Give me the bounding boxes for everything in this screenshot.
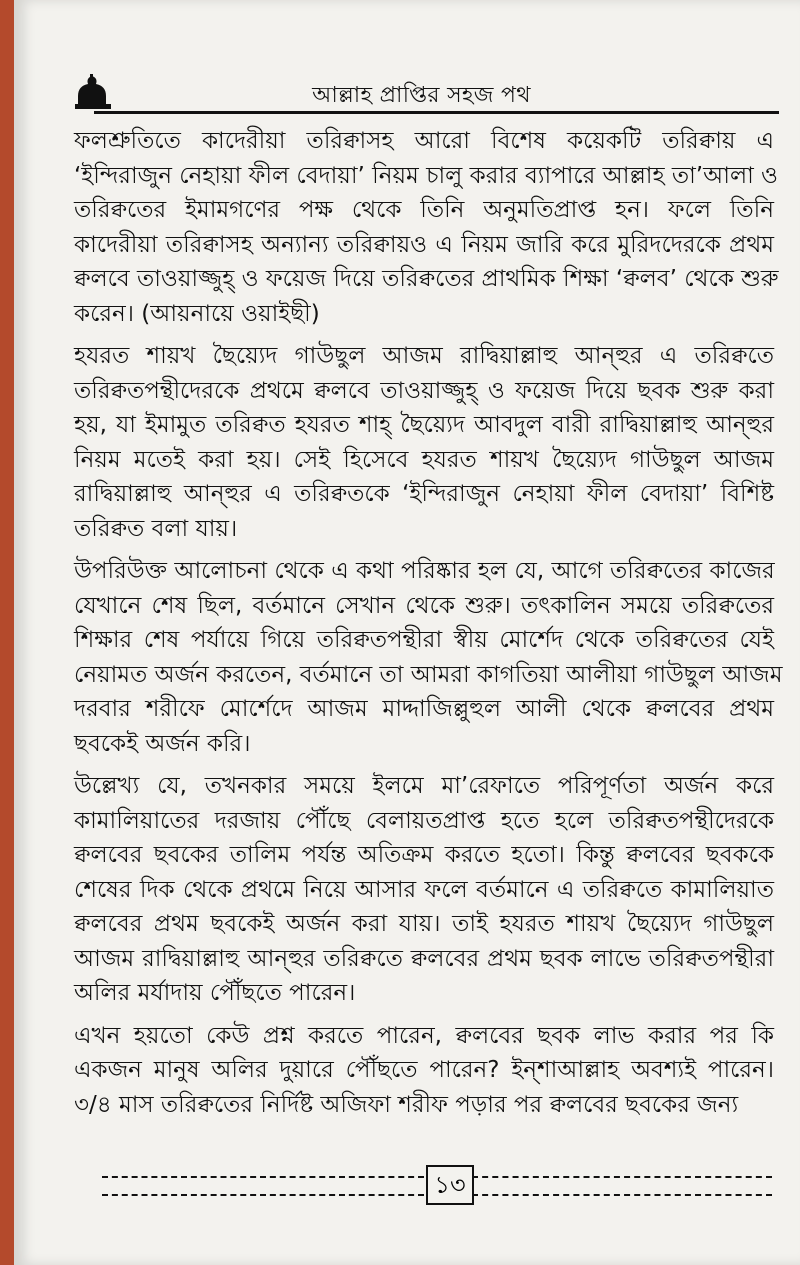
page-footer <box>92 1160 792 1220</box>
text-line: ক্বলবের ছবকের তালিম পর্যন্ত অতিক্রম করতে হতো। কিন্তু ক্বলবের ছবককে <box>74 842 774 868</box>
text-line: হয়, যা ইমামুত তরিক্বত হযরত শাহ্ ছৈয়্যেদ আবদুল বারী রাদ্বিয়াল্লাহু আন্হুর <box>74 412 774 438</box>
footer-ornament-right <box>472 1176 772 1196</box>
text-line: ৩/৪ মাস তরিক্বতের নির্দিষ্ট অজিফা শরীফ পড়ার পর ক্বলবের ছবকের জন্য <box>74 1091 739 1118</box>
page-number: ১৩ <box>426 1165 474 1205</box>
running-title: আল্লাহ প্রাপ্তির সহজ পথ <box>312 83 531 108</box>
text-line: অলির মর্যাদায় পৌঁছতে পারেন। <box>74 980 356 1006</box>
text-line: তরিক্বতপন্থীদেরকে প্রথমে ক্বলবে তাওয়াজ্জুহ্ ও ফয়েজ দিয়ে ছবক শুরু করা <box>74 377 774 404</box>
paragraph <box>74 769 774 1011</box>
text-line: রাদ্বিয়াল্লাহু আন্হুর এ তরিক্বতকে ‘ইন্দিরাজুন নেহায়া ফীল বেদায়া’ বিশিষ্ট <box>74 481 774 507</box>
text-line: যেখানে শেষ ছিল, বর্তমানে সেখান থেকে শুরু। তৎকালিন সময়ে তরিক্বতের <box>74 592 774 619</box>
paragraph <box>74 339 774 546</box>
text-line: ছবকেই অর্জন করি। <box>74 730 251 757</box>
paragraph <box>74 124 779 331</box>
paragraph <box>74 1019 774 1123</box>
page-header <box>64 72 779 116</box>
text-line: তরিক্বত বলা যায়। <box>74 515 238 542</box>
text-line: দরবার শরীফে মোর্শেদে আজম মাদ্দাজিল্লুহুল আলী থেকে ক্বলবের প্রথম <box>74 696 774 722</box>
text-line: আজম রাদ্বিয়াল্লাহু আন্হুর তরিক্বতে ক্বলবের প্রথম ছবক লাভে তরিক্বতপন্থীরা <box>74 945 774 972</box>
text-line: ক্বলবের প্রথম ছবকেই অর্জন করা যায়। তাই হযরত শায়খ ছৈয়্যেদ গাউছুল <box>74 911 774 937</box>
text-line: কামালিয়াতের দরজায় পৌঁছে বেলায়তপ্রাপ্ত হতে হলে তরিক্বতপন্থীদেরকে <box>74 807 774 834</box>
text-line: উল্লেখ্য যে, তখনকার সময়ে ইলমে মা’রেফাতে পরিপূর্ণতা অর্জন করে <box>74 773 774 799</box>
text-line: শেষের দিক থেকে প্রথমে নিয়ে আসার ফলে বর্তমানে এ তরিক্বতে কামালিয়াত <box>74 876 774 903</box>
text-line: একজন মানুষ অলির দুয়ারে পৌঁছতে পারেন? ইন্শাআল্লাহ অবশ্যই পারেন। <box>74 1057 774 1083</box>
text-line: উপরিউক্ত আলোচনা থেকে এ কথা পরিষ্কার হল যে, আগে তরিক্বতের কাজের <box>74 558 775 584</box>
book-page <box>14 0 800 1265</box>
text-line: শিক্ষার শেষ পর্যায়ে গিয়ে তরিক্বতপন্থীরা স্বীয় মোর্শেদ থেকে তরিক্বতের যেই <box>74 627 774 653</box>
text-line: কাদেরীয়া তরিক্বাসহ অন্যান্য তরিক্বায়ও এ নিয়ম জারি করে মুরিদদেরকে প্রথম <box>74 231 774 258</box>
text-line: ফলশ্রুতিতে কাদেরীয়া তরিক্বাসহ আরো বিশেষ কয়েকটি তরিক্বায় এ <box>74 128 774 154</box>
text-line: ‘ইন্দিরাজুন নেহায়া ফীল বেদায়া’ নিয়ম চালু করার ব্যাপারে আল্লাহ তা’আলা ও <box>74 162 778 189</box>
text-line: তরিক্বতের ইমামগণের পক্ষ থেকে তিনি অনুমতিপ্রাপ্ত হন। ফলে তিনি <box>74 197 774 223</box>
text-line: এখন হয়তো কেউ প্রশ্ন করতে পারেন, ক্বলবের ছবক লাভ করার পর কি <box>74 1022 774 1049</box>
body-text <box>74 124 783 1130</box>
header-divider <box>94 111 779 114</box>
text-line: হযরত শায়খ ছৈয়্যেদ গাউছুল আজম রাদ্বিয়াল্লাহু আন্হুর এ তরিক্বতে <box>74 343 774 369</box>
text-line: ক্বলবে তাওয়াজ্জুহ্ ও ফয়েজ দিয়ে তরিক্বতের প্রাথমিক শিক্ষা ‘ক্বলব’ থেকে শুরু <box>74 266 779 292</box>
text-line: নিয়ম মতেই করা হয়। সেই হিসেবে হযরত শায়খ ছৈয়্যেদ গাউছুল আজম <box>74 446 774 473</box>
footer-ornament-left <box>102 1176 424 1196</box>
text-line: নেয়ামত অর্জন করতেন, বর্তমানে তা আমরা কাগতিয়া আলীয়া গাউছুল আজম <box>74 661 783 688</box>
text-line: করেন। (আয়নায়ে ওয়াইছী) <box>74 300 320 327</box>
paragraph <box>74 554 783 761</box>
